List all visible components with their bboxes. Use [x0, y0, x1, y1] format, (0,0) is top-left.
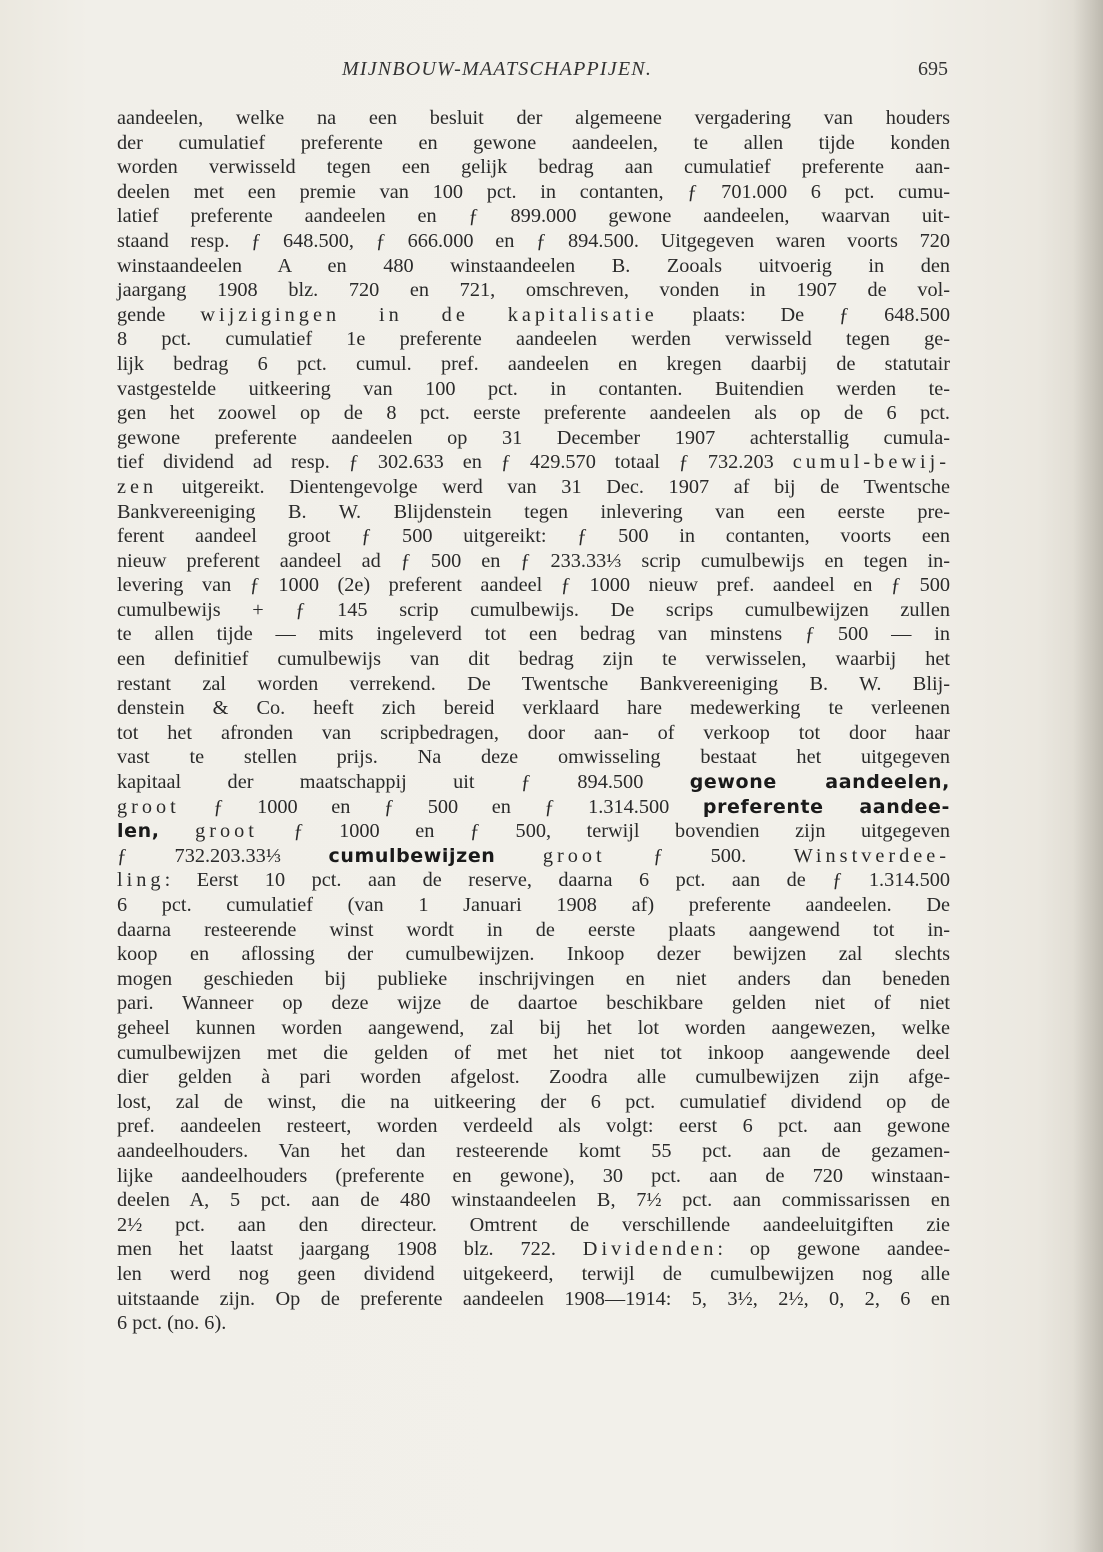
- text-line: [117, 868, 950, 893]
- text-line: [117, 598, 950, 623]
- text-run: gende: [117, 303, 201, 326]
- text-line: [117, 254, 950, 279]
- page-gutter-shadow: [1073, 0, 1103, 1552]
- text-line: [117, 1237, 950, 1262]
- text-run: pari. Wanneer op deze wijze de daartoe beschikbare gelden niet of niet: [117, 992, 950, 1015]
- running-title: MIJNBOUW-MAATSCHAPPIJEN.: [342, 58, 653, 80]
- text-run: vast te stellen prijs. Na deze omwisseling bestaat het uitgegeven: [117, 746, 950, 769]
- text-run: lijk bedrag 6 pct. cumul. pref. aandeelen en kregen daarbij de statutair: [117, 352, 950, 375]
- text-run: ƒ 500.: [605, 844, 794, 867]
- running-head: [0, 58, 1103, 90]
- text-line: [117, 549, 950, 574]
- text-run: aandeelen, welke na een besluit der algemeene vergadering van houders: [117, 107, 950, 129]
- text-line: [117, 1114, 950, 1139]
- text-line: [117, 204, 950, 229]
- spaced-term: groot: [117, 795, 180, 818]
- text-line: [117, 377, 950, 402]
- text-run: ƒ 1000 en ƒ 500 en ƒ 1.314.500: [179, 795, 703, 818]
- page-number: 695: [918, 58, 948, 80]
- text-run: : Eerst 10 pct. aan de reserve, daarna 6 pct. aan de ƒ 1.314.500: [164, 869, 950, 892]
- text-line: [117, 352, 950, 377]
- text-run: aandeelhouders. Van het dan resteerende komt 55 pct. aan de gezamen-: [117, 1139, 950, 1162]
- spaced-term: wijzigingen in de kapitalisatie: [200, 303, 658, 326]
- bold-term: len,: [117, 820, 160, 843]
- text-run: len werd nog geen dividend uitgekeerd, terwijl de cumulbewijzen nog alle: [117, 1262, 950, 1285]
- text-run: deelen met een premie van 100 pct. in contanten, ƒ 701.000 6 pct. cumu-: [117, 180, 950, 203]
- text-line: [117, 1065, 950, 1090]
- text-run: 6 pct. cumulatief (van 1 Januari 1908 af) preferente aandeelen. De: [117, 894, 950, 916]
- text-line: [117, 844, 950, 869]
- text-line: [117, 696, 950, 721]
- text-run: gewone preferente aandeelen op 31 December 1907 achterstallig cumula-: [117, 426, 950, 449]
- text-run: dier gelden à pari worden afgelost. Zoodra alle cumulbewijzen zijn afge-: [117, 1066, 950, 1089]
- text-run: der cumulatief preferente en gewone aandeelen, te allen tijde konden: [117, 131, 950, 154]
- text-line: [117, 1139, 950, 1164]
- text-run: [495, 845, 542, 867]
- text-line: [117, 278, 950, 303]
- text-run: 6 pct. (no. 6).: [117, 1312, 227, 1335]
- spaced-term: cumul-bewij-: [792, 451, 950, 474]
- text-line: [117, 819, 950, 844]
- text-run: Bankvereeniging B. W. Blijdenstein tegen inlevering van een eerste pre-: [117, 500, 950, 523]
- spaced-term: groot: [542, 844, 606, 867]
- text-run: latief preferente aandeelen en ƒ 899.000 gewone aandeelen, waarvan uit-: [117, 205, 950, 228]
- text-run: mogen geschieden bij publieke inschrijvingen en niet anders dan beneden: [117, 967, 950, 990]
- bold-term: gewone aandeelen,: [689, 771, 950, 794]
- text-line: [117, 106, 950, 131]
- text-run: koop en aflossing der cumulbewijzen. Inkoop dezer bewijzen zal slechts: [117, 943, 950, 966]
- text-run: uitstaande zijn. Op de preferente aandeelen 1908—1914: 5, 3½, 2½, 0, 2, 6 en: [117, 1287, 950, 1310]
- bold-term: preferente aandee-: [702, 795, 950, 818]
- spaced-term: zen: [117, 475, 158, 498]
- text-line: [117, 1262, 950, 1287]
- body-paragraph: [117, 106, 950, 1336]
- text-line: [117, 721, 950, 746]
- text-run: levering van ƒ 1000 (2e) preferent aandeel ƒ 1000 nieuw pref. aandeel en ƒ 500: [117, 574, 950, 597]
- text-line: [117, 1188, 950, 1213]
- text-run: ƒ 1000 en ƒ 500, terwijl bovendien zijn uitgegeven: [257, 820, 950, 843]
- spaced-term: groot: [195, 820, 258, 843]
- text-run: lost, zal de winst, die na uitkeering der 6 pct. cumulatief dividend op de: [117, 1090, 950, 1113]
- text-line: [117, 1213, 950, 1238]
- text-run: ferent aandeel groot ƒ 500 uitgereikt: ƒ 500 in contanten, voorts een: [117, 525, 950, 548]
- text-run: deelen A, 5 pct. aan de 480 winstaandeelen B, 7½ pct. aan commissarissen en: [117, 1189, 950, 1212]
- text-line: [117, 131, 950, 156]
- text-run: gen het zoowel op de 8 pct. eerste preferente aandeelen als op de 6 pct.: [117, 402, 950, 425]
- text-line: [117, 942, 950, 967]
- text-line: [117, 745, 950, 770]
- text-run: 8 pct. cumulatief 1e preferente aandeelen werden verwisseld tegen ge-: [117, 328, 950, 351]
- text-line: [117, 1016, 950, 1041]
- text-run: ƒ 732.203.33⅓: [117, 844, 329, 867]
- spaced-term: ling: [117, 869, 165, 892]
- text-line: [117, 1164, 950, 1189]
- text-run: daarna resteerende winst wordt in de eerste plaats aangewend tot in-: [117, 918, 950, 941]
- text-line: [117, 918, 950, 943]
- text-line: [117, 500, 950, 525]
- text-run: kapitaal der maatschappij uit ƒ 894.500: [117, 771, 690, 794]
- text-run: plaats: De ƒ 648.500: [657, 303, 951, 326]
- text-run: winstaandeelen A en 480 winstaandeelen B. Zooals uitvoerig in den: [117, 254, 950, 277]
- text-line: [117, 991, 950, 1016]
- bold-term: cumulbewijzen: [328, 844, 496, 867]
- text-run: restant zal worden verrekend. De Twentsche Bankvereeniging B. W. Blij-: [117, 672, 950, 695]
- text-line: [117, 1311, 950, 1336]
- text-line: [117, 1287, 950, 1312]
- text-line: [117, 967, 950, 992]
- text-run: denstein & Co. heeft zich bereid verklaard hare medewerking te verleenen: [117, 697, 950, 720]
- text-run: nieuw preferent aandeel ad ƒ 500 en ƒ 233.33⅓ scrip cumulbewijs en tegen in-: [117, 549, 950, 572]
- text-run: vastgestelde uitkeering van 100 pct. in contanten. Buitendien werden te-: [117, 377, 950, 400]
- text-line: [117, 303, 950, 328]
- text-line: [117, 672, 950, 697]
- text-line: [117, 1041, 950, 1066]
- text-line: [117, 893, 950, 918]
- text-line: [117, 180, 950, 205]
- text-run: tief dividend ad resp. ƒ 302.633 en ƒ 429.570 totaal ƒ 732.203: [117, 451, 793, 474]
- text-line: [117, 524, 950, 549]
- text-run: cumulbewijs + ƒ 145 scrip cumulbewijs. De scrips cumulbewijzen zullen: [117, 598, 950, 621]
- text-line: [117, 475, 950, 500]
- text-line: [117, 1090, 950, 1115]
- text-line: [117, 426, 950, 451]
- text-run: pref. aandeelen resteert, worden verdeeld als volgt: eerst 6 pct. aan gewone: [117, 1115, 950, 1138]
- text-run: : op gewone aandee-: [717, 1238, 950, 1261]
- spaced-term: Dividenden: [582, 1238, 718, 1261]
- text-line: [117, 795, 950, 820]
- text-line: [117, 770, 950, 795]
- text-run: tot het afronden van scripbedragen, door aan- of verkoop tot door haar: [117, 721, 950, 744]
- text-line: [117, 622, 950, 647]
- text-line: [117, 450, 950, 475]
- text-run: cumulbewijzen met die gelden of met het niet tot inkoop aangewende deel: [117, 1041, 950, 1064]
- text-line: [117, 573, 950, 598]
- text-run: men het laatst jaargang 1908 blz. 722.: [117, 1238, 583, 1261]
- text-run: jaargang 1908 blz. 720 en 721, omschreven, vonden in 1907 de vol-: [117, 279, 950, 302]
- text-line: [117, 401, 950, 426]
- text-run: staand resp. ƒ 648.500, ƒ 666.000 en ƒ 894.500. Uitgegeven waren voorts 720: [117, 229, 950, 252]
- text-run: een definitief cumulbewijs van dit bedrag zijn te verwisselen, waarbij het: [117, 648, 950, 671]
- text-line: [117, 327, 950, 352]
- text-run: 2½ pct. aan den directeur. Omtrent de verschillende aandeeluitgiften zie: [117, 1213, 950, 1236]
- text-line: [117, 647, 950, 672]
- text-line: [117, 155, 950, 180]
- text-line: [117, 229, 950, 254]
- text-run: geheel kunnen worden aangewend, zal bij het lot worden aangewezen, welke: [117, 1016, 950, 1039]
- text-run: [160, 820, 196, 842]
- text-run: lijke aandeelhouders (preferente en gewone), 30 pct. aan de 720 winstaan-: [117, 1164, 950, 1187]
- text-run: te allen tijde — mits ingeleverd tot een bedrag van minstens ƒ 500 — in: [117, 623, 950, 646]
- text-run: uitgereikt. Dientengevolge werd van 31 Dec. 1907 af bij de Twentsche: [157, 475, 950, 498]
- spaced-term: Winstverdee-: [793, 844, 951, 867]
- text-run: worden verwisseld tegen een gelijk bedrag aan cumulatief preferente aan-: [117, 156, 950, 179]
